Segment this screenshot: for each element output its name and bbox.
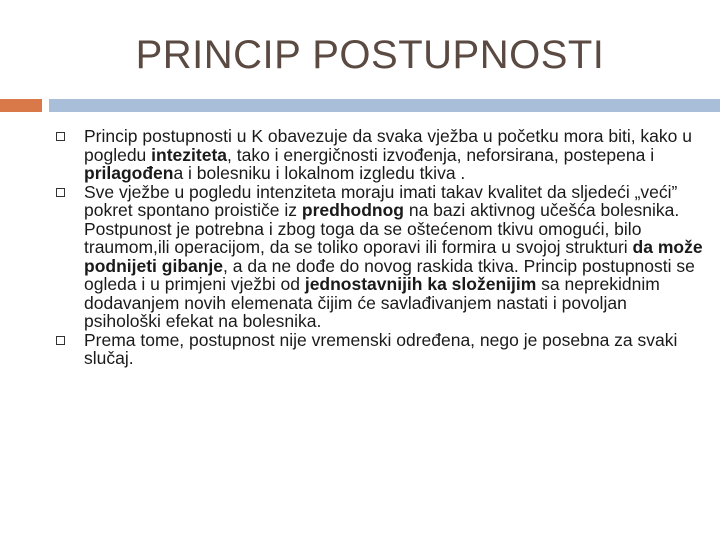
- accent-bar-orange: [0, 99, 42, 112]
- bullet-text: Sve vježbe u pogledu intenziteta moraju imati takav kvalitet da sljedeći „veći” pokret spontano proističe iz predhodnog na bazi aktivnog učešća bolesnika. Postpunost je potrebna i zbog toga da se oštećenom tkivu omogući, bilo traumom,ili operacijom, da se toliko oporavi ili formira u svojoj strukturi da može podnijeti gibanje, a da ne dođe do novog raskida tkiva. Princip postupnosti se ogleda i u primjeni vježbi od jednostavnijih ka složenijim sa neprekidnim dodavanjem novih elemenata čijim će savlađivanjem nastati i povoljan psihološki efekat na bolesnika.: [84, 181, 703, 331]
- square-bullet-icon: [56, 336, 65, 345]
- accent-bar-blue: [49, 99, 720, 112]
- slide-title: PRINCIP POSTUPNOSTI: [135, 33, 605, 77]
- bullet-text: Prema tome, postupnost nije vremenski određena, nego je posebna za svaki slučaj.: [84, 329, 678, 368]
- square-bullet-icon: [56, 132, 65, 141]
- square-bullet-icon: [56, 188, 65, 197]
- bullet-item: [54, 331, 704, 368]
- bullet-item: [54, 127, 704, 183]
- bullet-text: Princip postupnosti u K obavezuje da svaka vježba u početku mora biti, kako u pogledu inteziteta, tako i energičnosti izvođenja, neforsirana, postepena i prilagođena i bolesniku i lokalnom izgledu tkiva .: [84, 126, 692, 183]
- bullet-list: [54, 127, 704, 368]
- bullet-item: [54, 183, 704, 331]
